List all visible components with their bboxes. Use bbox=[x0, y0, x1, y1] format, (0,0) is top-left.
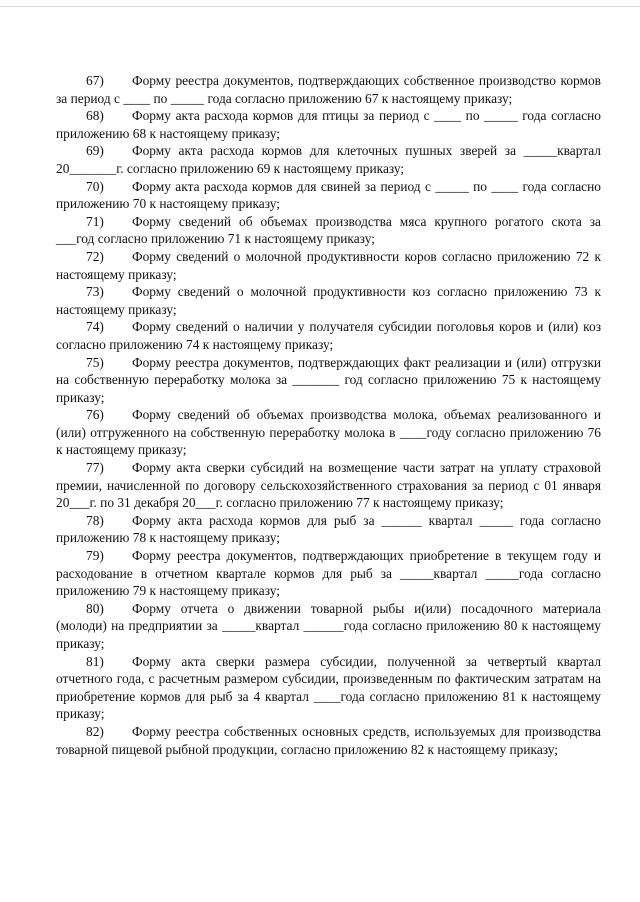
page-top-divider bbox=[0, 6, 640, 7]
item-text: Форму сведений об объемах производства молока, объемах реализованного и (или) отгруженного на собственную переработку молока в ____году согласно приложению 76 к настоящему приказу; bbox=[56, 407, 601, 458]
list-item-74 bbox=[56, 318, 601, 353]
item-text: Форму акта расхода кормов для птицы за период с ____ по _____ года согласно приложению 68 к настоящему приказу; bbox=[56, 108, 601, 141]
list-item-69 bbox=[56, 142, 601, 177]
item-text: Форму реестра собственных основных средств, используемых для производства товарной пищевой рыбной продукции, согласно приложению 82 к настоящему приказу; bbox=[56, 723, 601, 757]
item-text: Форму отчета о движении товарной рыбы и(или) посадочного материала (молоди) на предприятии за _____квартал ______года согласно приложению 80 к настоящему приказу; bbox=[56, 600, 601, 651]
item-number: 78) bbox=[86, 512, 104, 528]
list-item-79 bbox=[56, 547, 601, 600]
item-number: 69) bbox=[86, 143, 104, 159]
item-number: 79) bbox=[86, 548, 104, 564]
list-item-82 bbox=[56, 723, 601, 758]
list-item-77 bbox=[56, 459, 601, 512]
item-text: Форму сведений о наличии у получателя субсидии поголовья коров и (или) коз согласно приложению 74 к настоящему приказу; bbox=[56, 319, 601, 352]
item-text: Форму акта расхода кормов для рыб за ______ квартал _____ года согласно приложению 78 к настоящему приказу; bbox=[56, 512, 601, 546]
item-text: Форму реестра документов, подтверждающих собственное производство кормов за период с ____ по _____ года согласно приложению 67 к настоящему приказу; bbox=[56, 73, 601, 106]
item-number: 76) bbox=[86, 407, 104, 423]
item-number: 80) bbox=[86, 600, 104, 616]
item-number: 71) bbox=[86, 213, 104, 229]
item-number: 73) bbox=[86, 284, 104, 300]
item-text: Форму акта расхода кормов для свиней за период с _____ по ____ года согласно приложению 70 к настоящему приказу; bbox=[56, 178, 601, 212]
item-text: Форму сведений о молочной продуктивности коров согласно приложению 72 к настоящему приказу; bbox=[56, 248, 601, 282]
item-text: Форму акта расхода кормов для клеточных пушных зверей за _____квартал 20_______г. согласно приложению 69 к настоящему приказу; bbox=[56, 143, 601, 176]
item-number: 74) bbox=[86, 319, 104, 335]
list-item-80 bbox=[56, 600, 601, 653]
list-item-75 bbox=[56, 354, 601, 407]
item-text: Форму акта сверки размера субсидии, полученной за четвертый квартал отчетного года, с расчетным размером субсидии, произведенным по фактическим затратам на приобретение кормов для рыб за 4 квартал ____года согласно приложению 81 к настоящему приказу; bbox=[56, 653, 601, 722]
list-item-78 bbox=[56, 512, 601, 547]
item-text: Форму акта сверки субсидий на возмещение части затрат на уплату страховой премии, начисленной по договору сельскохозяйственного страхования за период с 01 января 20___г. по 31 декабря 20___г. согласно приложению 77 к настоящему приказу; bbox=[56, 460, 601, 511]
list-item-81 bbox=[56, 653, 601, 723]
item-number: 70) bbox=[86, 178, 104, 194]
list-item-70 bbox=[56, 178, 601, 213]
item-number: 82) bbox=[86, 723, 104, 739]
item-number: 67) bbox=[86, 73, 104, 88]
item-text: Форму реестра документов, подтверждающих приобретение в текущем году и расходование в отчетном квартале кормов для рыб за _____квартал _____года согласно приложению 79 к настоящему приказу; bbox=[56, 548, 601, 599]
item-text: Форму реестра документов, подтверждающих факт реализации и (или) отгрузки на собственную переработку молока за _______ год согласно приложению 75 к настоящему приказу; bbox=[56, 354, 601, 405]
list-item-73 bbox=[56, 283, 601, 318]
item-text: Форму сведений о молочной продуктивности коз согласно приложению 73 к настоящему приказу; bbox=[56, 284, 601, 317]
item-number: 75) bbox=[86, 354, 104, 370]
item-number: 81) bbox=[86, 653, 104, 669]
list-item-71 bbox=[56, 213, 601, 248]
list-item-72 bbox=[56, 248, 601, 283]
item-number: 68) bbox=[86, 108, 104, 124]
list-item-76 bbox=[56, 406, 601, 459]
document-body bbox=[56, 72, 601, 758]
item-number: 77) bbox=[86, 460, 104, 476]
item-text: Форму сведений об объемах производства мяса крупного рогатого скота за ___год согласно приложению 71 к настоящему приказу; bbox=[56, 213, 601, 247]
item-number: 72) bbox=[86, 248, 104, 264]
list-item-67 bbox=[56, 72, 601, 107]
list-item-68 bbox=[56, 107, 601, 142]
